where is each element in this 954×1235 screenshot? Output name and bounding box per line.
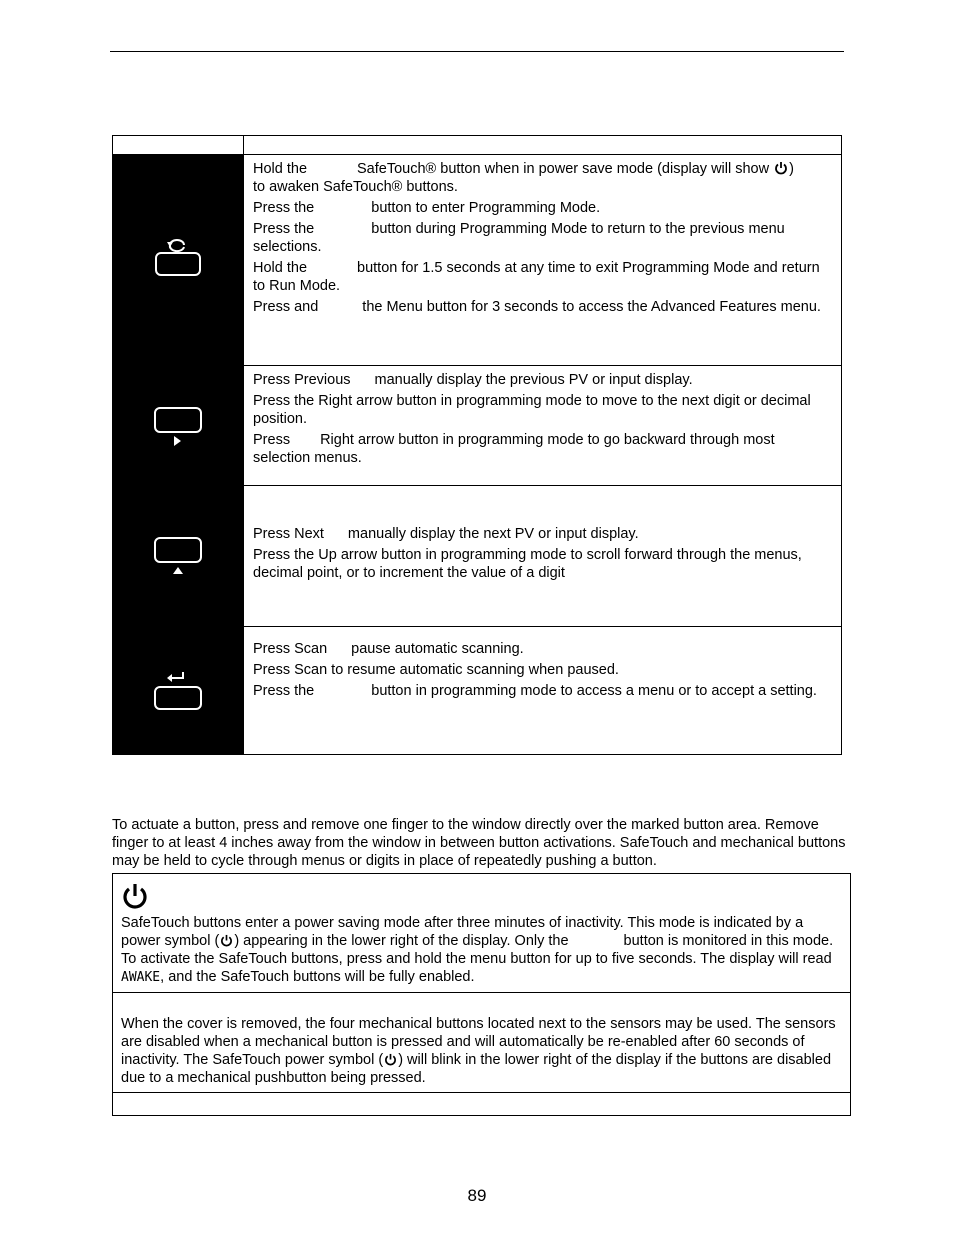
button-function-table (112, 135, 842, 755)
button-icon-cell (113, 627, 244, 755)
awake-display-text: AWAKE (121, 970, 161, 985)
mechanical-buttons-text: When the cover is removed, the four mechanical buttons located next to the sensors may be used. The sensors are disabled when a mechanical button is pressed and will automatically be re-enabled after 60 seconds of inactivity. The SafeTouch power symbol ( ) will blink in the lower right of the display if the buttons are disabled due to a mechanical pushbutton being pressed. (121, 1016, 836, 1086)
description-line: Press Right arrow button in programming mode to go backward through most selection menus. (253, 432, 775, 466)
empty-note-row (113, 1092, 850, 1115)
description-line: Press the button during Programming Mode to return to the previous menu selections. (253, 221, 785, 255)
mechanical-buttons-note (113, 992, 850, 1092)
table-row (113, 155, 842, 366)
power-icon (384, 1053, 397, 1066)
description-line: Press the Up arrow button in programming mode to scroll forward through the menus, decimal point, or to increment the value of a digit (253, 547, 802, 581)
power-icon (121, 882, 149, 910)
description-line: Press the Right arrow button in programming mode to move to the next digit or decimal position. (253, 393, 811, 427)
notes-box (112, 873, 851, 1116)
power-save-note (113, 874, 850, 992)
button-description (244, 486, 842, 627)
power-save-text: SafeTouch buttons enter a power saving mode after three minutes of inactivity. This mode is indicated by a power symbol ( ) appearing in the lower right of the display. Only the button is monitored in this mode. To activate the SafeTouch buttons, press and hold the menu button for up to five seconds. The display will read AWAKE, and the SafeTouch buttons will be fully enabled. (121, 915, 834, 985)
button-description (244, 366, 842, 486)
power-icon (774, 161, 788, 175)
description-line: Press and the Menu button for 3 seconds to access the Advanced Features menu. (253, 299, 821, 315)
description-line: Hold the SafeTouch® button when in power save mode (display will show ) to awaken SafeTouch® buttons. (253, 161, 794, 195)
table-row (113, 486, 842, 627)
header-rule (110, 51, 844, 52)
power-icon (220, 934, 233, 947)
description-line: Press Previous manually display the previous PV or input display. (253, 372, 693, 388)
button-description (244, 155, 842, 366)
description-line: Hold the button for 1.5 seconds at any time to exit Programming Mode and return to Run Mode. (253, 260, 820, 294)
description-line: Press the button to enter Programming Mode. (253, 200, 601, 216)
page-number: 89 (467, 1186, 487, 1205)
button-icon-cell (113, 155, 244, 366)
description-line: Press Scan to resume automatic scanning when paused. (253, 662, 619, 678)
table-row (113, 366, 842, 486)
description-line: Press Next manually display the next PV or input display. (253, 526, 639, 542)
right-arrow-button-icon (151, 404, 205, 448)
button-icon-cell (113, 366, 244, 486)
table-header-row (113, 136, 842, 155)
menu-button-icon (153, 238, 203, 282)
actuation-paragraph: To actuate a button, press and remove one finger to the window directly over the marked button area. Remove finger to at least 4 inches away from the window in between button activations. SafeTouch and mechanical buttons may be held to cycle through menus or digits in place of repeatedly pushing a button. (112, 817, 846, 869)
up-arrow-button-icon (151, 534, 205, 578)
description-line: Press the button in programming mode to access a menu or to accept a setting. (253, 683, 817, 699)
enter-button-icon (151, 669, 205, 713)
description-line: Press Scan pause automatic scanning. (253, 641, 524, 657)
button-description (244, 627, 842, 755)
table-row (113, 627, 842, 755)
button-icon-cell (113, 486, 244, 627)
